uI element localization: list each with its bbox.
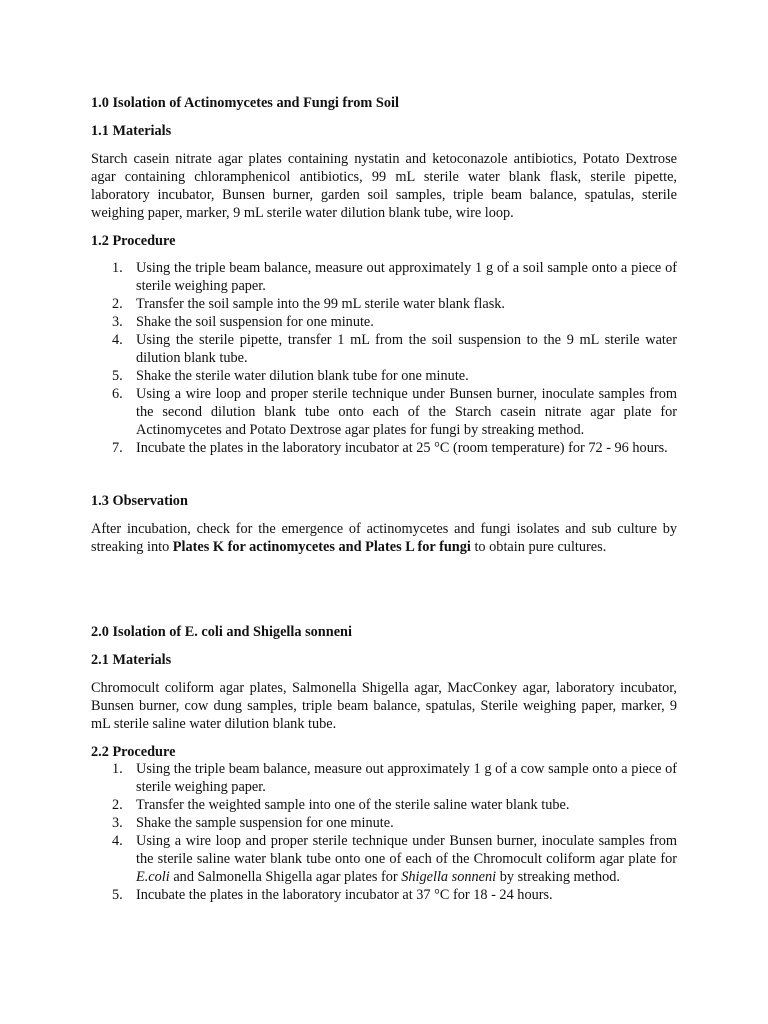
observation-text-start: After incubation, check for the emergence of actinomycetes and fungi isolates and sub culture by streaking into [91,521,677,555]
list-item-number: 6. [112,386,123,402]
list-item-number: 5. [112,887,123,903]
list-item [91,313,677,331]
list-item-number: 1. [112,260,123,276]
section-1-title: 1.0 Isolation of Actinomycetes and Fungi from Soil [91,95,399,111]
observation-plates-emphasis: Plates K for actinomycetes and Plates L for fungi [172,539,471,555]
list-item-text: Using the triple beam balance, measure out approximately 1 g of a soil sample onto a piece of sterile weighing paper. [136,260,677,294]
list-item [91,760,677,796]
list-item-text: Using the triple beam balance, measure out approximately 1 g of a cow sample onto a piece of sterile weighing paper. [136,761,677,795]
section-1-observation-text [91,520,677,556]
list-item [91,796,677,814]
section-2-procedure-list [91,760,677,904]
list-item-text: Shake the soil suspension for one minute. [136,314,374,330]
ecoli-italic: E.coli [136,869,170,885]
list-item-text [136,833,677,885]
list-item-text: Transfer the soil sample into the 99 mL sterile water blank flask. [136,296,505,312]
shigella-sonneni-italic: Shigella sonneni [401,869,497,885]
list-item-text: Transfer the weighted sample into one of the sterile saline water blank tube. [136,797,570,813]
section-1-2-procedure-heading: 1.2 Procedure [91,233,176,249]
step-4-text-part-1: Using a wire loop and proper sterile technique under Bunsen burner, inoculate samples from the sterile saline water blank tube onto one of each of the Chromocult coliform agar plate for [136,833,677,867]
list-item-text: Using a wire loop and proper sterile technique under Bunsen burner, inoculate samples from the second dilution blank tube onto each of the Starch casein nitrate agar plate for Actinomycetes and Potato Dextrose agar plates for fungi by streaking method. [136,386,677,438]
section-2-title: 2.0 Isolation of E. coli and Shigella sonneni [91,624,352,640]
list-item-number: 4. [112,833,123,849]
list-item-text: Shake the sterile water dilution blank tube for one minute. [136,368,469,384]
section-1-materials-text: Starch casein nitrate agar plates containing nystatin and ketoconazole antibiotics, Potato Dextrose agar containing chloramphenicol antibiotics, 99 mL sterile water blank flask, sterile pipette, laboratory incubator, Bunsen burner, garden soil samples, triple beam balance, spatulas, sterile weighing paper, marker, 9 mL sterile water dilution blank tube, wire loop. [91,151,677,221]
step-4-text-part-3: by streaking method. [496,869,621,885]
list-item [91,331,677,367]
list-item-number: 2. [112,296,123,312]
list-item-text: Using the sterile pipette, transfer 1 mL from the soil suspension to the 9 mL sterile water dilution blank tube. [136,332,677,366]
observation-text-end: to obtain pure cultures. [470,539,607,555]
section-2-1-materials-heading: 2.1 Materials [91,652,172,668]
list-item [91,385,677,439]
list-item [91,367,677,385]
list-item [91,832,677,886]
list-item [91,814,677,832]
list-item-number: 3. [112,815,123,831]
list-item [91,886,677,904]
list-item-text: Shake the sample suspension for one minute. [136,815,394,831]
list-item [91,259,677,295]
list-item-number: 2. [112,797,123,813]
list-item-number: 3. [112,314,123,330]
section-2-materials-text: Chromocult coliform agar plates, Salmonella Shigella agar, MacConkey agar, laboratory incubator, Bunsen burner, cow dung samples, triple beam balance, spatulas, Sterile weighing paper, marker, 9 mL sterile saline water dilution blank tube. [91,680,677,732]
list-item-number: 7. [112,440,123,456]
list-item-text: Incubate the plates in the laboratory incubator at 25 °C (room temperature) for 72 - 96 hours. [136,440,668,456]
list-item-number: 1. [112,761,123,777]
list-item-number: 5. [112,368,123,384]
step-4-text-part-2: and Salmonella Shigella agar plates for [169,869,402,885]
list-item-text: Incubate the plates in the laboratory incubator at 37 °C for 18 - 24 hours. [136,887,553,903]
list-item-number: 4. [112,332,123,348]
section-1-1-materials-heading: 1.1 Materials [91,123,172,139]
list-item [91,295,677,313]
list-item [91,439,677,457]
section-2-2-procedure-heading: 2.2 Procedure [91,744,176,760]
section-1-procedure-list [91,259,677,457]
section-1-3-observation-heading: 1.3 Observation [91,493,188,509]
